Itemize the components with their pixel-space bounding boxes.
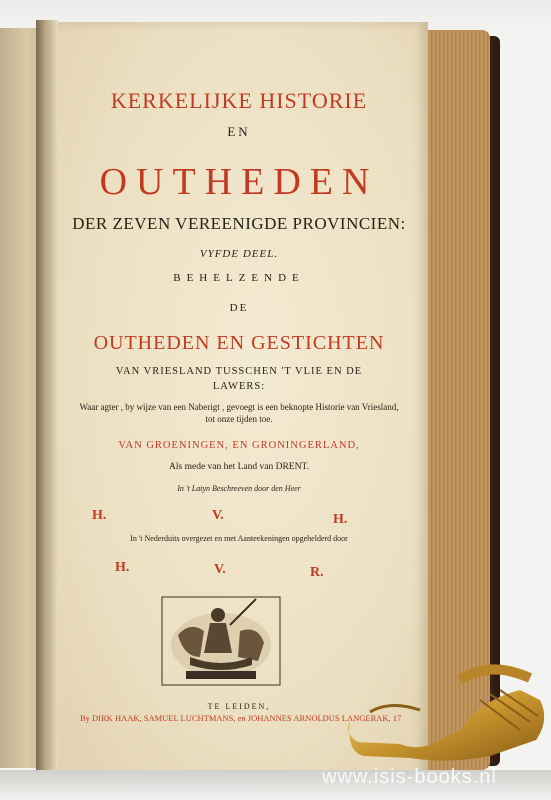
- title-conjunction: EN: [227, 124, 251, 139]
- page-fore-edge: [420, 30, 490, 770]
- drent-line: Als mede van het Land van DRENT.: [169, 462, 309, 472]
- watermark: www.isis-books.nl: [322, 766, 497, 788]
- note-line-1: Waar agter , by wijze van een Naberigt , gevoegt is een beknopte Historie van Vriesland,: [79, 402, 399, 412]
- note-line-2: tot onze tijden toe.: [205, 414, 273, 424]
- title-provincien: DER ZEVEN VEREENIGDE PROVINCIEN:: [72, 214, 406, 233]
- region-line-2: LAWERS:: [212, 381, 266, 392]
- subtitle: OUTHEDEN EN GESTICHTEN: [93, 332, 385, 354]
- behelzende-label: BEHELZENDE: [173, 272, 305, 284]
- de-label: DE: [229, 302, 249, 314]
- translator-initial: H.: [115, 560, 130, 575]
- volume-label: VYFDE DEEL.: [199, 248, 279, 260]
- translator-initial: V.: [214, 562, 226, 577]
- imprint-line: By DIRK HAAK, SAMUEL LUCHTMANS, en JOHANNES ARNOLDUS LANGERAK, 17: [80, 713, 402, 723]
- title-outheden: OUTHEDEN: [99, 161, 379, 203]
- latin-line: In 't Latyn Beschreeven door den Heer: [177, 484, 301, 493]
- translator-line: In 't Nederduits overgezet en met Aanteekeningen opgehelderd door: [130, 534, 348, 543]
- groningen-line: VAN GROENINGEN, EN GRONINGERLAND,: [118, 440, 360, 451]
- printer-device-emblem: [160, 595, 282, 687]
- author-initial: H.: [333, 512, 348, 527]
- brass-hand-clip: [340, 660, 550, 770]
- author-initial: H.: [92, 508, 107, 523]
- region-line-1: VAN VRIESLAND TUSSCHEN 'T VLIE EN DE: [115, 366, 363, 377]
- place-line: TE LEIDEN,: [207, 702, 271, 711]
- author-initial: V.: [212, 508, 224, 523]
- title-line-1: KERKELIJKE HISTORIE: [110, 88, 368, 113]
- translator-initial: R.: [310, 565, 324, 580]
